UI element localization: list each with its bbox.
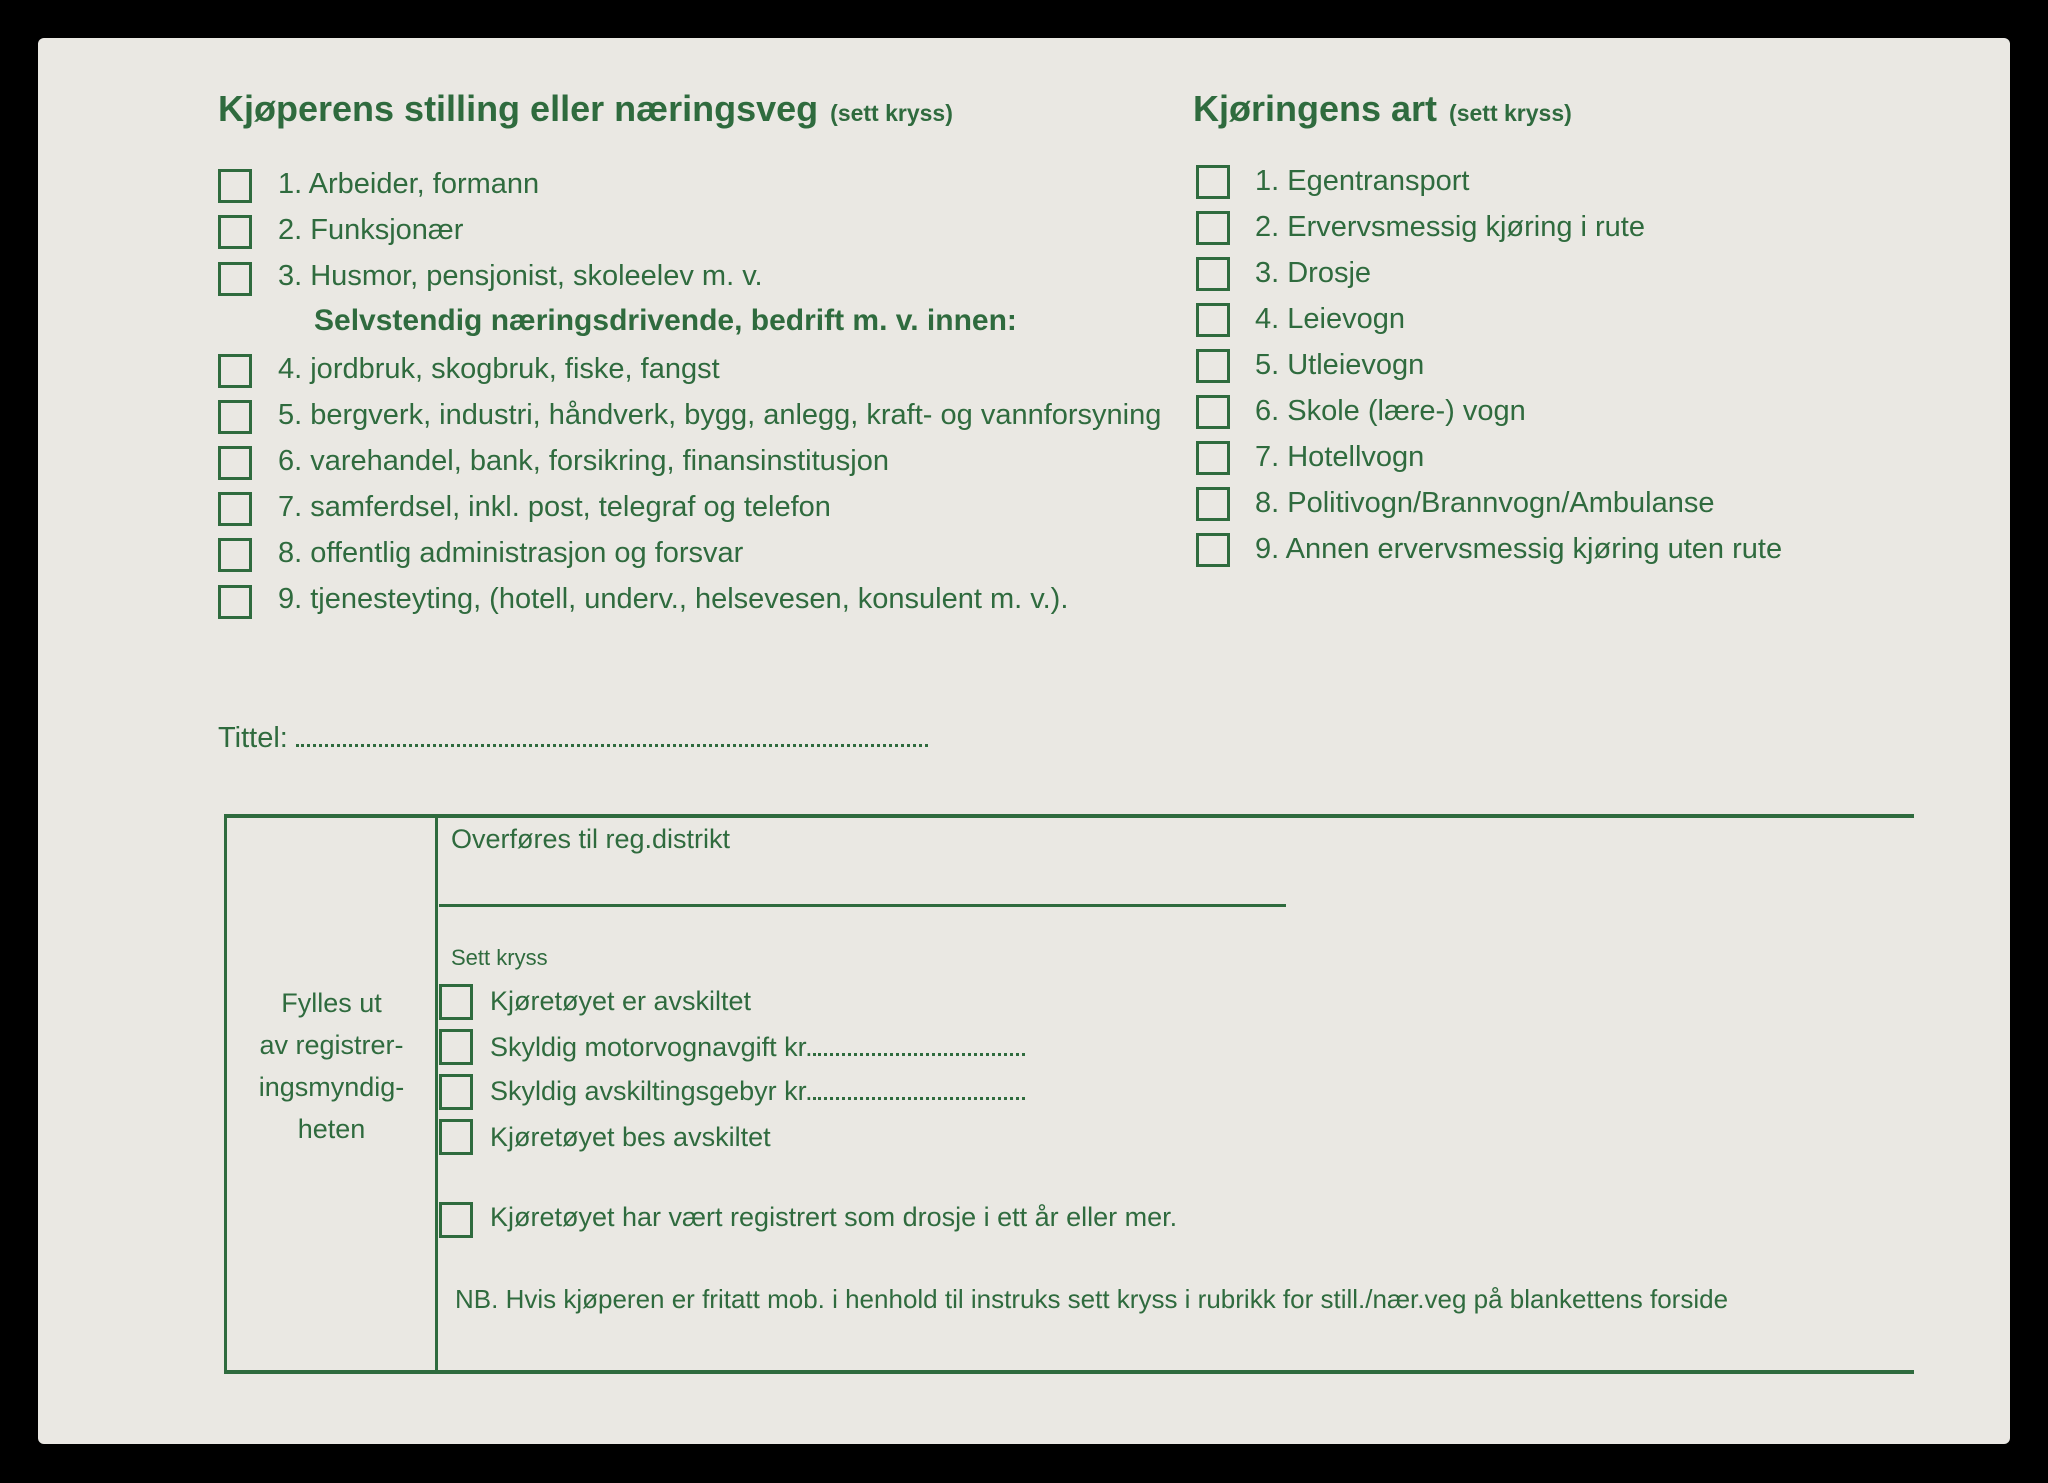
check-label-avskiltingsgebyr: Skyldig avskiltingsgebyr kr. (490, 1076, 813, 1106)
checkbox-right-7[interactable] (1196, 441, 1230, 475)
checkbox-avskiltingsgebyr[interactable] (439, 1074, 473, 1110)
left-item-7: 7. samferdsel, inkl. post, telegraf og telefon (278, 491, 831, 523)
avskiltingsgebyr-amount-line[interactable] (813, 1097, 1025, 1100)
left-item-3: 3. Husmor, pensjonist, skoleelev m. v. (278, 260, 763, 292)
panel-side-label (228, 982, 435, 1150)
right-item-4: 4. Leievogn (1255, 303, 1405, 335)
form-card (38, 38, 2010, 1444)
checkbox-left-1[interactable] (218, 169, 252, 203)
checkbox-left-6[interactable] (218, 446, 252, 480)
check-label-avskiltet: Kjøretøyet er avskiltet (490, 986, 752, 1016)
title-label: Tittel: (218, 722, 288, 754)
right-item-1: 1. Egentransport (1255, 165, 1470, 197)
check-label-motorvognavgift: Skyldig motorvognavgift kr. (490, 1032, 813, 1062)
left-item-8: 8. offentlig administrasjon og forsvar (278, 537, 744, 569)
transfer-label: Overføres til reg.distrikt (451, 824, 731, 854)
checkbox-right-9[interactable] (1196, 533, 1230, 567)
checkbox-right-5[interactable] (1196, 349, 1230, 383)
left-heading: Kjøperens stilling eller næringsveg (218, 88, 819, 129)
checkbox-right-1[interactable] (1196, 165, 1230, 199)
panel-top-rule (224, 814, 1914, 818)
right-item-3: 3. Drosje (1255, 257, 1372, 289)
right-item-5: 5. Utleievogn (1255, 349, 1425, 381)
right-item-6: 6. Skole (lære-) vogn (1255, 395, 1526, 427)
left-heading-row (218, 88, 953, 130)
left-item-2: 2. Funksjonær (278, 214, 464, 246)
right-item-9: 9. Annen ervervsmessig kjøring uten rute (1255, 533, 1783, 565)
title-input-line[interactable] (296, 744, 928, 747)
check-label-bes-avskiltet: Kjøretøyet bes avskiltet (490, 1122, 771, 1152)
checkbox-left-5[interactable] (218, 400, 252, 434)
checkbox-left-8[interactable] (218, 538, 252, 572)
motorvognavgift-amount-line[interactable] (813, 1053, 1025, 1056)
right-heading: Kjøringens art (1193, 88, 1438, 129)
right-item-7: 7. Hotellvogn (1255, 441, 1425, 473)
left-hint: (sett kryss) (830, 100, 953, 126)
check-label-drosje: Kjøretøyet har vært registrert som drosje i ett år eller mer. (490, 1202, 1178, 1232)
left-item-6: 6. varehandel, bank, forsikring, finansinstitusjon (278, 445, 889, 477)
right-heading-row (1193, 88, 1572, 130)
check-row-avskiltingsgebyr (490, 1076, 1025, 1107)
checkbox-avskiltet[interactable] (439, 984, 473, 1020)
panel-divider (435, 816, 438, 1372)
checkbox-right-2[interactable] (1196, 211, 1230, 245)
right-item-8: 8. Politivogn/Brannvogn/Ambulanse (1255, 487, 1715, 519)
right-hint: (sett kryss) (1449, 100, 1572, 126)
checkbox-left-9[interactable] (218, 585, 252, 619)
checkbox-motorvognavgift[interactable] (439, 1029, 473, 1065)
checkbox-left-7[interactable] (218, 492, 252, 526)
panel-bottom-rule (224, 1370, 1914, 1374)
panel-left-rule (224, 816, 227, 1372)
checkbox-drosje[interactable] (439, 1202, 473, 1238)
side-line-2: av registrer- (259, 1030, 404, 1060)
checkbox-right-4[interactable] (1196, 303, 1230, 337)
note-text: NB. Hvis kjøperen er fritatt mob. i henhold til instruks sett kryss i rubrikk for still./nær.veg på blankettens forside (455, 1284, 1729, 1314)
checkbox-right-6[interactable] (1196, 395, 1230, 429)
left-item-9: 9. tjenesteyting, (hotell, underv., helsevesen, konsulent m. v.). (278, 583, 1069, 615)
title-field-row (218, 722, 928, 755)
checkbox-bes-avskiltet[interactable] (439, 1119, 473, 1155)
check-row-motorvognavgift (490, 1032, 1025, 1063)
checkbox-left-4[interactable] (218, 354, 252, 388)
left-item-4: 4. jordbruk, skogbruk, fiske, fangst (278, 353, 720, 385)
side-line-1: Fylles ut (281, 988, 382, 1018)
left-item-5: 5. bergverk, industri, håndverk, bygg, anlegg, kraft- og vannforsyning (278, 399, 1162, 431)
right-item-2: 2. Ervervsmessig kjøring i rute (1255, 211, 1645, 243)
side-line-4: heten (297, 1114, 366, 1144)
left-subheading: Selvstendig næringsdrivende, bedrift m. v. innen: (314, 304, 1017, 337)
checkbox-left-3[interactable] (218, 262, 252, 296)
left-item-1: 1. Arbeider, formann (278, 168, 540, 200)
checkbox-right-3[interactable] (1196, 257, 1230, 291)
transfer-input-line[interactable] (439, 904, 1286, 907)
side-line-3: ingsmyndig- (258, 1072, 405, 1102)
sett-kryss-label: Sett kryss (451, 945, 548, 970)
checkbox-right-8[interactable] (1196, 487, 1230, 521)
checkbox-left-2[interactable] (218, 215, 252, 249)
